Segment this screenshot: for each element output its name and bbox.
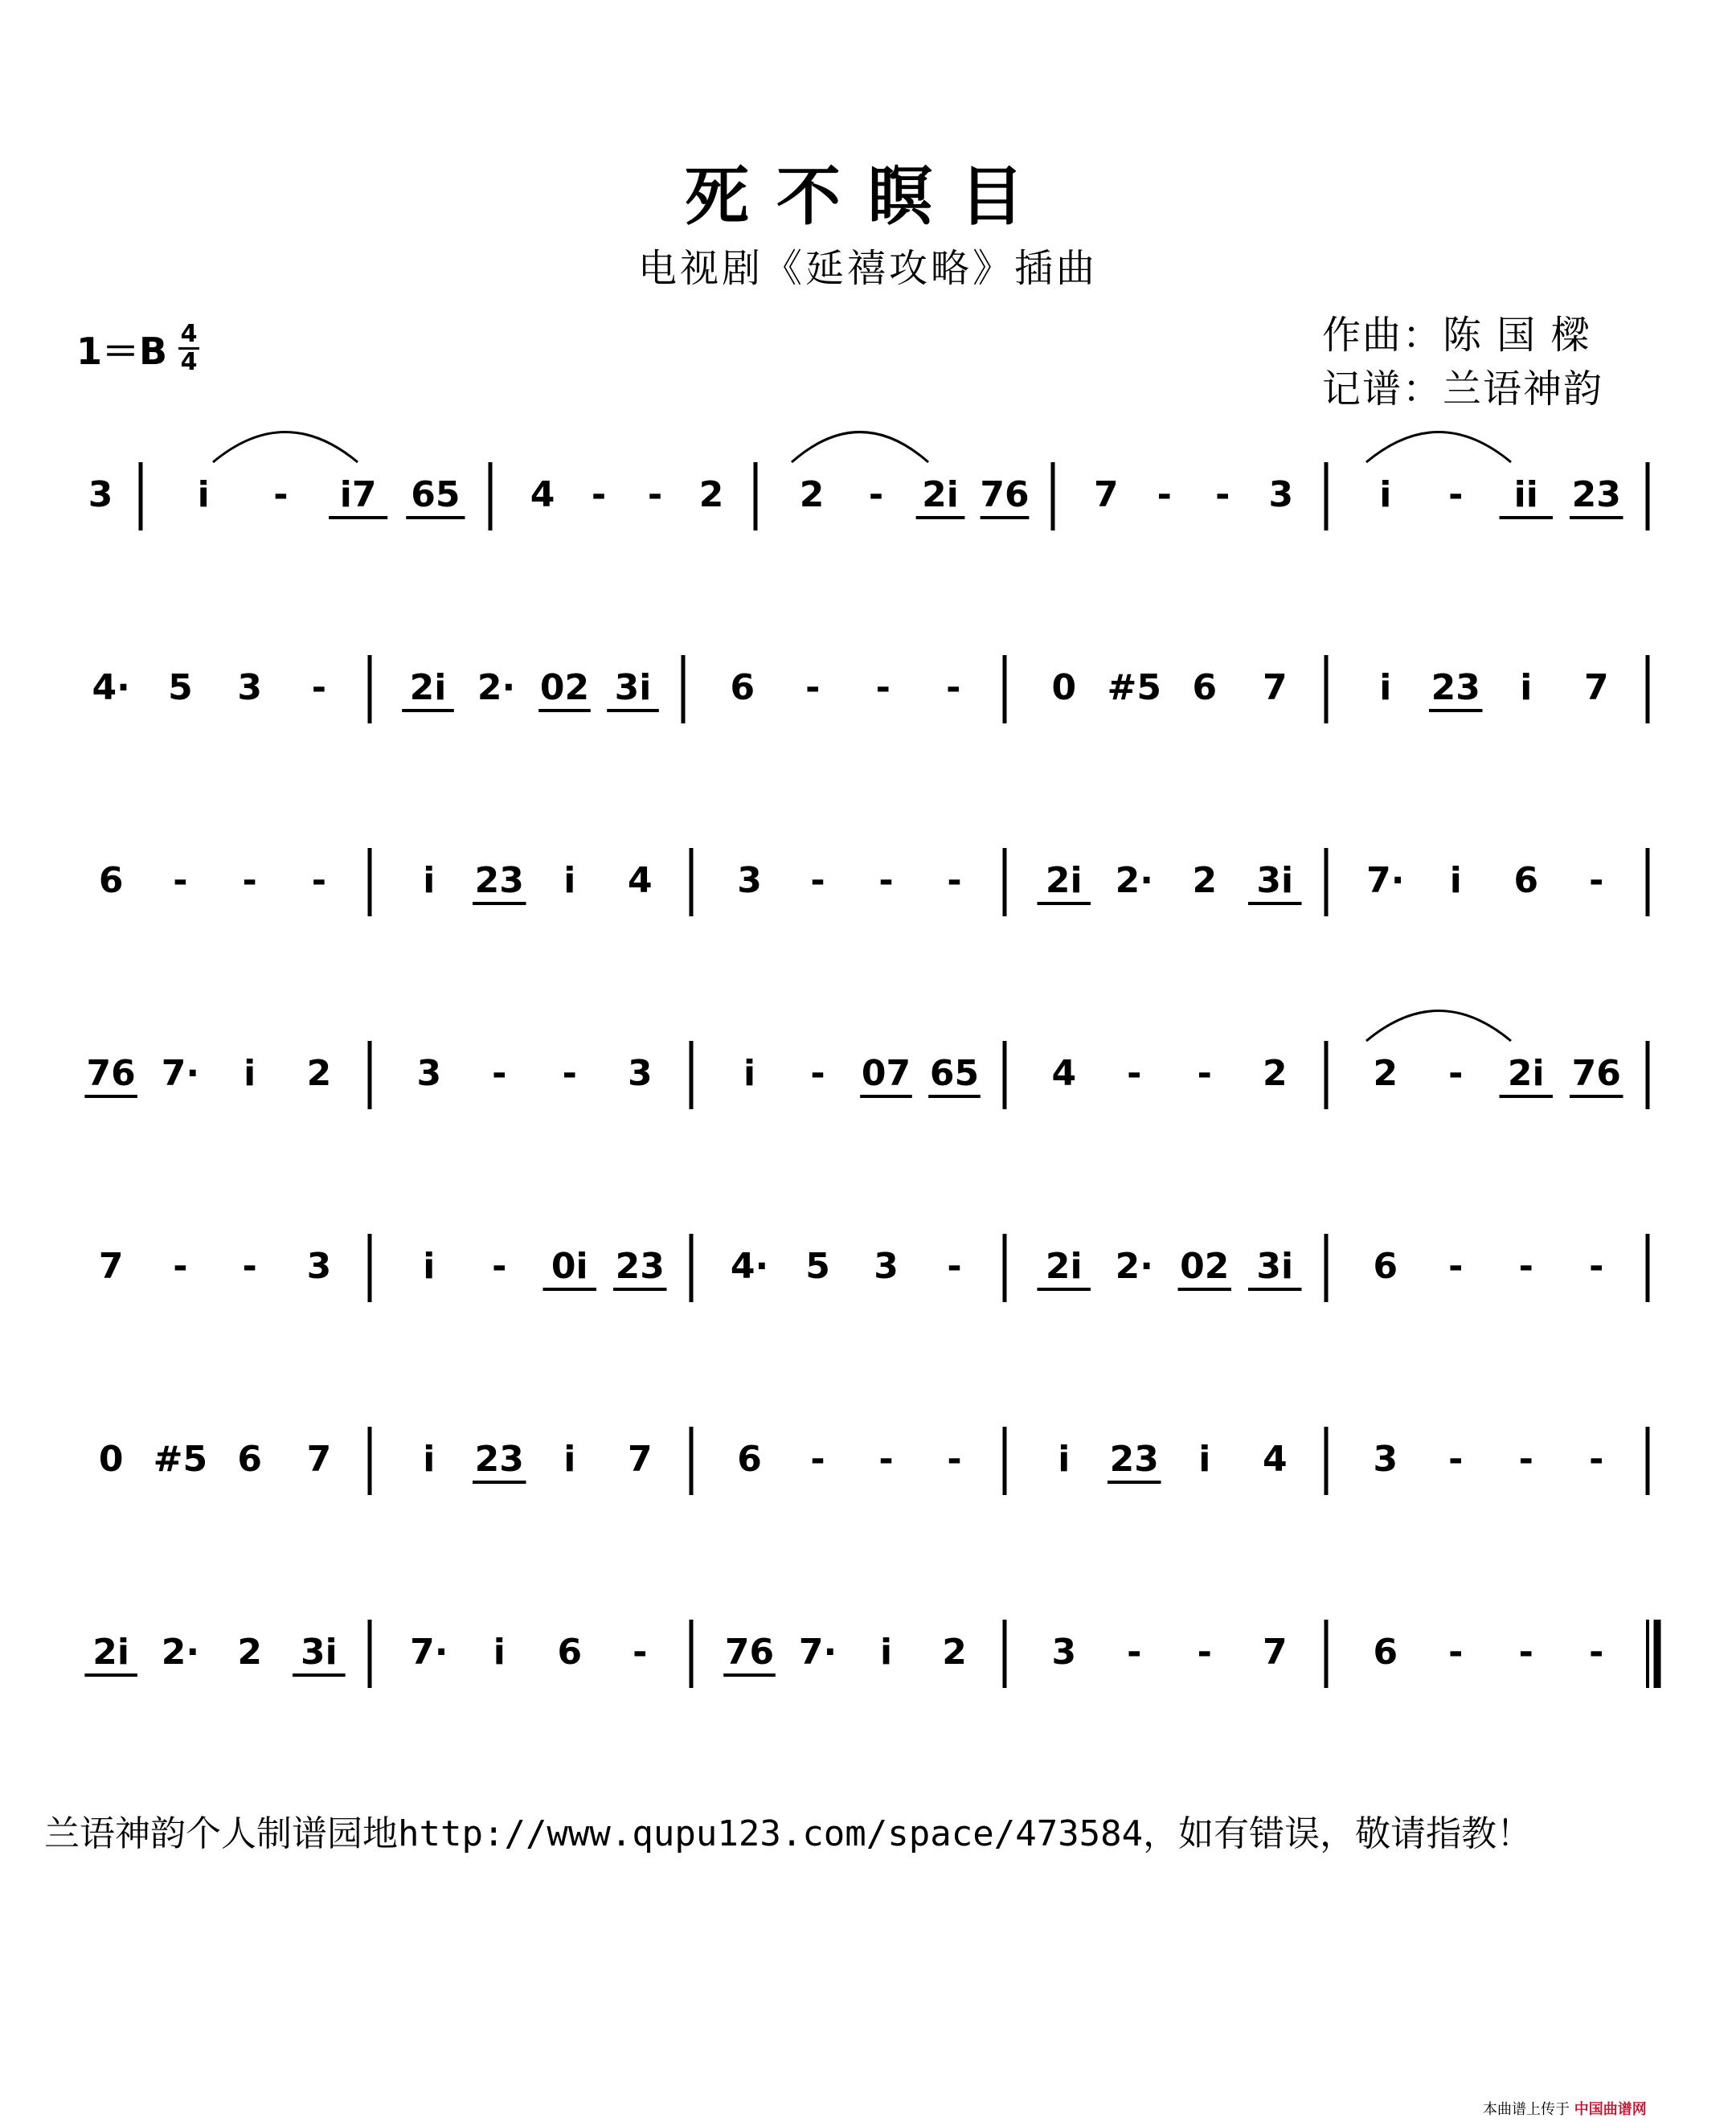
note: - — [311, 667, 327, 708]
key-text: 1＝B — [76, 329, 168, 373]
note: 2· — [477, 667, 516, 708]
note: i — [1449, 860, 1462, 901]
note: - — [1127, 1632, 1142, 1673]
note: 3 — [88, 474, 113, 515]
note: - — [1448, 1439, 1464, 1480]
note: 7 — [1583, 667, 1609, 708]
note: ii — [1513, 474, 1538, 515]
note: i — [197, 474, 210, 515]
time-signature-bottom: 4 — [180, 348, 198, 376]
note: 76 — [86, 1053, 136, 1094]
note: 3 — [237, 667, 262, 708]
note: 3 — [1051, 1632, 1077, 1673]
note: - — [1518, 1632, 1533, 1673]
note: i — [879, 1632, 893, 1673]
upload-prefix: 本曲谱上传于 — [1483, 2101, 1570, 2118]
note: - — [810, 860, 825, 901]
note: 7 — [1262, 667, 1288, 708]
note: - — [1589, 860, 1604, 901]
slur-mark — [1366, 1011, 1511, 1042]
note: #5 — [1107, 667, 1161, 708]
note: 3 — [416, 1053, 442, 1094]
note: 2· — [1115, 860, 1153, 901]
composer-credit: 作曲：陈 国 樑 — [1322, 313, 1591, 358]
note: 6 — [98, 860, 124, 901]
note: 7· — [1366, 860, 1405, 901]
note: 76 — [724, 1632, 775, 1673]
site-brand: 中国曲谱网 — [1574, 2101, 1647, 2118]
note: 7· — [798, 1632, 837, 1673]
note: 2 — [1373, 1053, 1398, 1094]
note: 6 — [557, 1632, 583, 1673]
note: - — [875, 667, 891, 708]
note: 2i — [409, 667, 447, 708]
song-title: 死不瞑目 — [685, 158, 1051, 234]
note: - — [1127, 1053, 1142, 1094]
note: 23 — [615, 1246, 665, 1287]
note: 5 — [805, 1246, 830, 1287]
note: 7 — [1093, 474, 1119, 515]
note: 4 — [1051, 1053, 1077, 1094]
note: 3i — [1256, 1246, 1294, 1287]
note: 3i — [301, 1632, 338, 1673]
note: 2 — [1262, 1053, 1288, 1094]
note: - — [805, 667, 821, 708]
note: - — [878, 860, 894, 901]
note: - — [1448, 1632, 1464, 1673]
note: 7 — [1262, 1632, 1288, 1673]
footer-note: 兰语神韵个人制谱园地http://www.qupu123.com/space/473584，如有错误，敬请指教！ — [44, 1813, 1533, 1854]
note: - — [946, 667, 961, 708]
note: i — [1379, 474, 1392, 515]
note: 6 — [1192, 667, 1218, 708]
note: 6 — [737, 1439, 762, 1480]
note: 3i — [614, 667, 652, 708]
note: i — [244, 1053, 256, 1094]
note: 3i — [1256, 860, 1294, 901]
note: 2i — [1045, 1246, 1083, 1287]
note: 4· — [730, 1246, 769, 1287]
note: - — [1448, 1246, 1464, 1287]
note: 2 — [942, 1632, 967, 1673]
slur-mark — [213, 432, 358, 463]
note: 0 — [98, 1439, 124, 1480]
note: 6 — [1373, 1246, 1398, 1287]
note: 3 — [627, 1053, 653, 1094]
note: 2 — [237, 1632, 262, 1673]
note: - — [647, 474, 663, 515]
note: - — [868, 474, 884, 515]
note: i — [423, 1246, 436, 1287]
note: 6 — [237, 1439, 262, 1480]
note: 2 — [799, 474, 825, 515]
note: - — [173, 860, 188, 901]
note: 0 — [1051, 667, 1077, 708]
note: i — [1520, 667, 1533, 708]
note: 2· — [1115, 1246, 1153, 1287]
note: 5 — [168, 667, 193, 708]
note: 7 — [627, 1439, 653, 1480]
note: 2i — [922, 474, 959, 515]
note: 23 — [1109, 1439, 1159, 1480]
note: 76 — [980, 474, 1030, 515]
note: - — [878, 1439, 894, 1480]
note: - — [242, 1246, 257, 1287]
note: 76 — [1571, 1053, 1621, 1094]
note: - — [1197, 1053, 1212, 1094]
song-subtitle: 电视剧《延禧攻略》插曲 — [637, 246, 1098, 291]
note: 23 — [1571, 474, 1621, 515]
note: - — [1448, 1053, 1464, 1094]
note: 23 — [1431, 667, 1480, 708]
note: - — [591, 474, 607, 515]
note: - — [1197, 1632, 1212, 1673]
note: 3 — [874, 1246, 899, 1287]
note: 02 — [539, 667, 590, 708]
note: #5 — [153, 1439, 208, 1480]
note: 3 — [1373, 1439, 1398, 1480]
note: - — [947, 1246, 962, 1287]
note: - — [1448, 474, 1464, 515]
note: - — [1157, 474, 1172, 515]
note: - — [1518, 1246, 1533, 1287]
note: 6 — [1513, 860, 1539, 901]
note: 23 — [474, 1439, 524, 1480]
note: - — [1589, 1439, 1604, 1480]
note: - — [1215, 474, 1230, 515]
note: 2 — [1192, 860, 1218, 901]
note: i — [743, 1053, 756, 1094]
note: - — [1589, 1632, 1604, 1673]
note: 02 — [1180, 1246, 1230, 1287]
note: 2 — [698, 474, 724, 515]
note: - — [242, 860, 257, 901]
note: 7· — [161, 1053, 200, 1094]
note: 2i — [92, 1632, 129, 1673]
note: 6 — [730, 667, 755, 708]
note: 23 — [474, 860, 524, 901]
note: - — [1518, 1439, 1533, 1480]
note: - — [947, 860, 962, 901]
note: 2 — [306, 1053, 332, 1094]
note: - — [311, 860, 327, 901]
note: i7 — [339, 474, 377, 515]
note: 3 — [737, 860, 762, 901]
upload-source — [1483, 2098, 1647, 2119]
note: 7 — [98, 1246, 124, 1287]
note: 2· — [161, 1632, 200, 1673]
note: i — [563, 860, 576, 901]
note: - — [562, 1053, 577, 1094]
note: 7· — [410, 1632, 448, 1673]
note: - — [273, 474, 289, 515]
slur-mark — [792, 432, 928, 463]
slur-mark — [1366, 432, 1511, 463]
note: i — [493, 1632, 506, 1673]
note: 65 — [411, 474, 461, 515]
note: 07 — [861, 1053, 911, 1094]
note: 3 — [1268, 474, 1294, 515]
note: i — [563, 1439, 576, 1480]
note: 0i — [551, 1246, 588, 1287]
note: 65 — [929, 1053, 980, 1094]
note: - — [810, 1053, 825, 1094]
note: - — [633, 1632, 648, 1673]
note: 2i — [1507, 1053, 1545, 1094]
transcriber-credit: 记谱：兰语神韵 — [1322, 367, 1604, 412]
note: - — [492, 1246, 507, 1287]
note: 2i — [1045, 860, 1083, 901]
note: 3 — [306, 1246, 332, 1287]
note: i — [1198, 1439, 1211, 1480]
note: i — [1379, 667, 1392, 708]
note: - — [947, 1439, 962, 1480]
note: i — [1058, 1439, 1071, 1480]
note: 6 — [1373, 1632, 1398, 1673]
note: 7 — [306, 1439, 332, 1480]
note: - — [1589, 1246, 1604, 1287]
time-signature-top: 4 — [180, 320, 198, 348]
note: - — [173, 1246, 188, 1287]
note: 4· — [92, 667, 130, 708]
note: 4 — [530, 474, 555, 515]
note: i — [423, 1439, 436, 1480]
note: 4 — [627, 860, 653, 901]
note: 4 — [1262, 1439, 1288, 1480]
note: - — [492, 1053, 507, 1094]
note: i — [423, 860, 436, 901]
note: - — [810, 1439, 825, 1480]
